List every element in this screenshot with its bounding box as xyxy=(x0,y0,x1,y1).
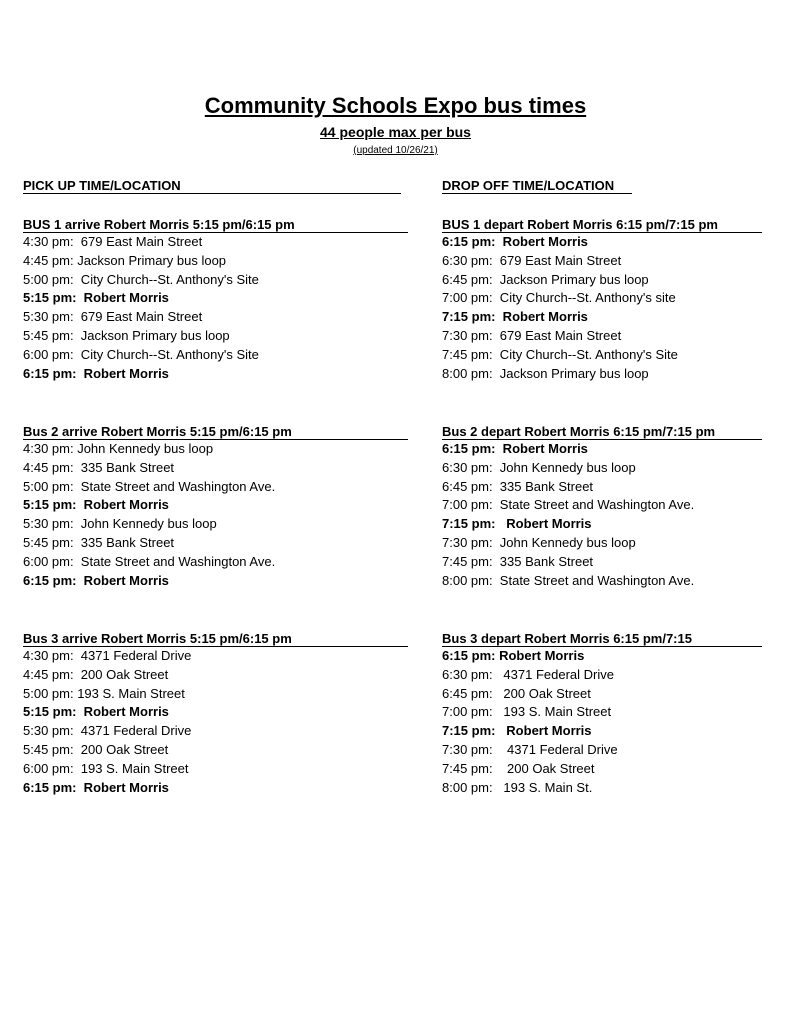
schedule-row: 4:30 pm: 4371 Federal Drive xyxy=(23,648,192,663)
schedule-row: 4:30 pm: John Kennedy bus loop xyxy=(23,441,214,456)
schedule-row: 7:45 pm: 200 Oak Street xyxy=(442,760,595,776)
bus-3-dropoff-heading: Bus 3 depart Robert Morris 6:15 pm/7:15 xyxy=(442,631,762,647)
schedule-row: 6:15 pm: Robert Morris xyxy=(442,441,588,456)
schedule-row: 5:45 pm: 200 Oak Street xyxy=(23,741,169,757)
schedule-row: 5:00 pm: City Church--St. Anthony's Site xyxy=(23,271,259,287)
schedule-row: 6:15 pm: Robert Morris xyxy=(442,648,585,663)
bus-2-dropoff-heading: Bus 2 depart Robert Morris 6:15 pm/7:15 pm xyxy=(442,424,762,440)
schedule-row: 7:00 pm: 193 S. Main Street xyxy=(442,704,612,720)
bus-1-pickup-schedule xyxy=(23,217,408,383)
bus-2-dropoff-schedule xyxy=(442,424,762,590)
schedule-row: 6:15 pm: Robert Morris xyxy=(23,572,169,588)
schedule-row: 5:30 pm: John Kennedy bus loop xyxy=(23,516,217,532)
schedule-row: 7:00 pm: State Street and Washington Ave. xyxy=(442,497,695,513)
page-subtitle: 44 people max per bus xyxy=(320,124,471,140)
schedule-row: 6:15 pm: Robert Morris xyxy=(23,365,169,381)
schedule-row: 8:00 pm: 193 S. Main St. xyxy=(442,779,593,795)
schedule-row: 5:45 pm: 335 Bank Street xyxy=(23,534,175,550)
schedule-row: 8:00 pm: State Street and Washington Ave. xyxy=(442,572,695,588)
schedule-row: 4:30 pm: 679 East Main Street xyxy=(23,234,203,249)
bus-2-pickup-schedule xyxy=(23,424,408,590)
bus-1-dropoff-heading: BUS 1 depart Robert Morris 6:15 pm/7:15 pm xyxy=(442,217,762,233)
bus-2-pickup-heading: Bus 2 arrive Robert Morris 5:15 pm/6:15 pm xyxy=(23,424,408,440)
schedule-row: 5:00 pm: State Street and Washington Ave. xyxy=(23,478,276,494)
schedule-row: 6:45 pm: Jackson Primary bus loop xyxy=(442,271,649,287)
schedule-row: 6:00 pm: 193 S. Main Street xyxy=(23,760,189,776)
schedule-row: 7:15 pm: Robert Morris xyxy=(442,309,588,325)
schedule-row: 7:00 pm: City Church--St. Anthony's site xyxy=(442,290,676,306)
bus-1-pickup-heading: BUS 1 arrive Robert Morris 5:15 pm/6:15 pm xyxy=(23,217,408,233)
schedule-row: 6:15 pm: Robert Morris xyxy=(442,234,588,249)
schedule-row: 6:30 pm: 4371 Federal Drive xyxy=(442,666,614,682)
schedule-row: 6:30 pm: John Kennedy bus loop xyxy=(442,459,636,475)
schedule-row: 5:15 pm: Robert Morris xyxy=(23,497,169,513)
updated-note: (updated 10/26/21) xyxy=(353,145,438,156)
page-title: Community Schools Expo bus times xyxy=(204,93,587,118)
schedule-row: 4:45 pm: Jackson Primary bus loop xyxy=(23,252,227,268)
schedule-row: 7:15 pm: Robert Morris xyxy=(442,723,592,739)
schedule-row: 7:30 pm: John Kennedy bus loop xyxy=(442,534,636,550)
schedule-row: 7:45 pm: City Church--St. Anthony's Site xyxy=(442,346,678,362)
schedule-row: 6:30 pm: 679 East Main Street xyxy=(442,252,622,268)
schedule-row: 5:30 pm: 4371 Federal Drive xyxy=(23,723,192,739)
schedule-row: 7:45 pm: 335 Bank Street xyxy=(442,553,594,569)
schedule-row: 6:45 pm: 335 Bank Street xyxy=(442,478,594,494)
schedule-row: 6:00 pm: City Church--St. Anthony's Site xyxy=(23,346,259,362)
schedule-row: 7:15 pm: Robert Morris xyxy=(442,516,592,532)
pickup-column-header: PICK UP TIME/LOCATION xyxy=(23,179,401,194)
bus-3-dropoff-schedule xyxy=(442,631,762,797)
schedule-row: 6:15 pm: Robert Morris xyxy=(23,779,169,795)
bus-3-pickup-schedule xyxy=(23,631,408,797)
schedule-row: 6:00 pm: State Street and Washington Ave. xyxy=(23,553,276,569)
schedule-row: 4:45 pm: 200 Oak Street xyxy=(23,666,169,682)
schedule-row: 5:15 pm: Robert Morris xyxy=(23,290,169,306)
bus-1-dropoff-schedule xyxy=(442,217,762,383)
bus-3-pickup-heading: Bus 3 arrive Robert Morris 5:15 pm/6:15 pm xyxy=(23,631,408,647)
dropoff-column-header: DROP OFF TIME/LOCATION xyxy=(442,179,632,194)
schedule-row: 4:45 pm: 335 Bank Street xyxy=(23,459,175,475)
schedule-row: 5:00 pm: 193 S. Main Street xyxy=(23,685,185,701)
schedule-row: 5:45 pm: Jackson Primary bus loop xyxy=(23,327,230,343)
schedule-row: 5:15 pm: Robert Morris xyxy=(23,704,169,720)
schedule-row: 7:30 pm: 679 East Main Street xyxy=(442,327,622,343)
schedule-row: 8:00 pm: Jackson Primary bus loop xyxy=(442,365,649,381)
schedule-row: 7:30 pm: 4371 Federal Drive xyxy=(442,741,618,757)
schedule-row: 5:30 pm: 679 East Main Street xyxy=(23,309,203,325)
schedule-row: 6:45 pm: 200 Oak Street xyxy=(442,685,591,701)
